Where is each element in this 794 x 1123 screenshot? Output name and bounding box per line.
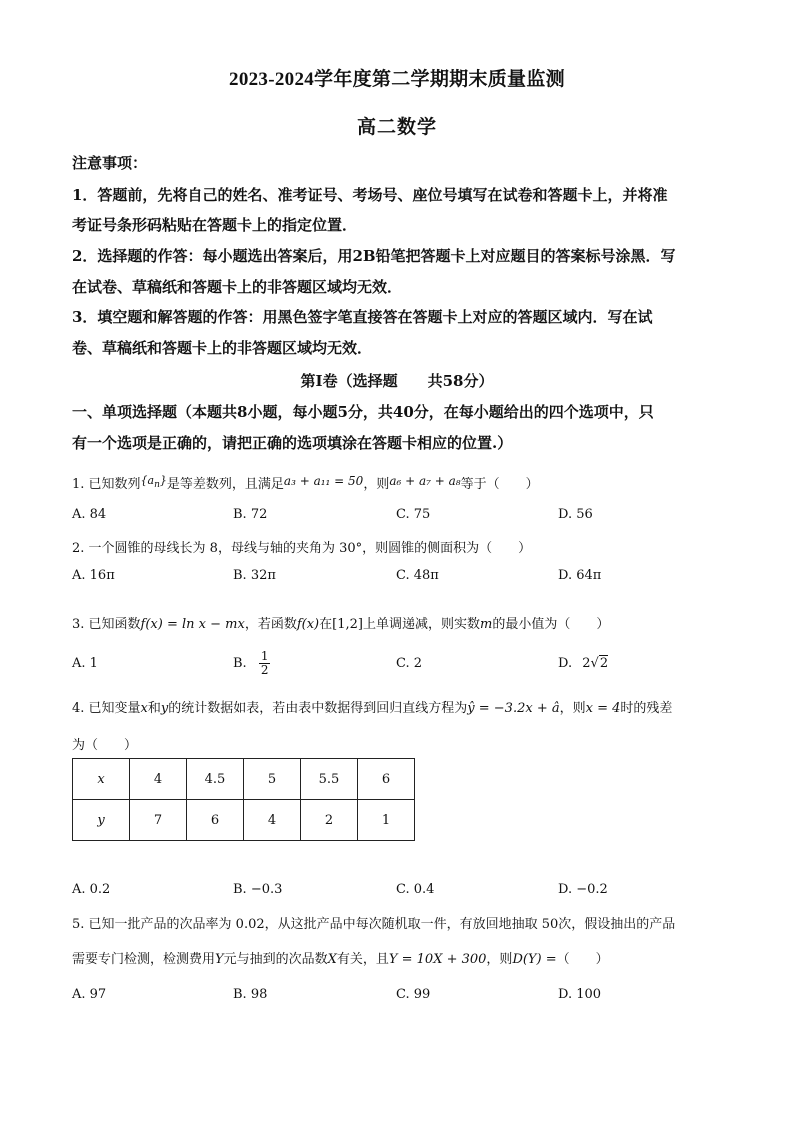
q3-function: f(x) = ln x − mx: [140, 617, 245, 632]
q2-option-b: B. 32π: [233, 568, 276, 583]
q1-text-c: ，则: [363, 477, 390, 492]
q1-text-d: 等于（ ）: [460, 477, 539, 492]
q3-option-a: A. 1: [72, 656, 98, 671]
notice-line-5: 3．填空题和解答题的作答：用黑色签字笔直接答在答题卡上对应的答题区域内．写在试: [72, 308, 653, 326]
q3-text-d: 上单调递减，则实数: [362, 617, 480, 632]
q4-condition: x = 4: [585, 701, 621, 716]
table-row: [73, 800, 415, 841]
notice-line-3: 2．选择题的作答：每小题选出答案后，用2B铅笔把答题卡上对应题目的答案标号涂黑．写: [72, 247, 676, 265]
section-heading-line-2: 有一个选项是正确的，请把正确的选项填涂在答题卡相应的位置.）: [72, 434, 513, 452]
q4-option-d: D. −0.2: [558, 882, 608, 897]
q5-text-b: 元与抽到的次品数: [223, 952, 328, 967]
part-title: 第Ⅰ卷（选择题 共58分）: [300, 372, 494, 390]
q1-equation: a₃ + a₁₁ = 50: [283, 474, 364, 488]
q4-option-b: B. −0.3: [233, 882, 283, 897]
table-cell: 4: [244, 800, 301, 841]
table-row: [73, 759, 415, 800]
q5-X: X: [327, 952, 337, 967]
question-5-line-1: 5. 已知一批产品的次品率为 0.02，从这批产品中每次随机取一件，有放回地抽取 50次，假设抽出的产品: [72, 917, 676, 932]
q3-text-a: 3. 已知函数: [72, 617, 141, 632]
q1-option-d: D. 56: [558, 507, 593, 522]
q5-text-e: （ ）: [556, 952, 609, 967]
q5-option-d: D. 100: [558, 987, 602, 1002]
notice-line-4: 在试卷、草稿纸和答题卡上的非答题区域均无效．: [72, 278, 403, 296]
q3-m: m: [479, 617, 493, 632]
q5-option-b: B. 98: [233, 987, 268, 1002]
q4-text-d: ，则: [559, 701, 586, 716]
q5-option-c: C. 99: [396, 987, 431, 1002]
table-cell: 5: [244, 759, 301, 800]
data-table: [72, 758, 415, 841]
q2-option-a: A. 16π: [72, 568, 115, 583]
q5-text-a: 需要专门检测，检测费用: [72, 952, 216, 967]
q5-variance: D(Y) =: [512, 952, 557, 967]
notice-line-2: 考证号条形码粘贴在答题卡上的指定位置．: [72, 216, 358, 234]
table-cell: 5.5: [301, 759, 358, 800]
q3-option-b-label: B.: [233, 656, 247, 671]
table-cell: 1: [358, 800, 415, 841]
q4-text-a: 4. 已知变量: [72, 701, 141, 716]
table-cell: 6: [358, 759, 415, 800]
q3-fx: f(x): [296, 617, 320, 632]
q4-text-e: 时的残差: [620, 701, 673, 716]
question-2: 2. 一个圆锥的母线长为 8，母线与轴的夹角为 30°，则圆锥的侧面积为（ ）: [72, 541, 532, 556]
table-cell: 4: [130, 759, 187, 800]
q4-option-a: A. 0.2: [72, 882, 111, 897]
q1-option-b: B. 72: [233, 507, 268, 522]
table-header-y: y: [73, 800, 130, 841]
q5-option-a: A. 97: [72, 987, 107, 1002]
q2-option-d: D. 64π: [558, 568, 602, 583]
q3-option-b: [233, 650, 270, 677]
q1-text-a: 1. 已知数列: [72, 477, 141, 492]
q3-option-c: C. 2: [396, 656, 423, 671]
q5-Y: Y: [215, 952, 224, 967]
q5-text-c: 有关，且: [336, 952, 389, 967]
question-4: [72, 697, 672, 716]
q3-text-b: ，若函数: [244, 617, 297, 632]
q4-y: y: [160, 701, 169, 716]
table-header-x: x: [73, 759, 130, 800]
q5-text-d: ，则: [486, 952, 513, 967]
table-cell: 6: [187, 800, 244, 841]
q3-option-b-fraction: $\frac{1}{2}$: [260, 649, 269, 677]
q4-option-c: C. 0.4: [396, 882, 435, 897]
q1-text-b: 是等差数列，且满足: [166, 477, 284, 492]
q2-option-c: C. 48π: [396, 568, 439, 583]
question-5-line-2: [72, 948, 609, 967]
q4-text-c: 的统计数据如表，若由表中数据得到回归直线方程为: [168, 701, 468, 716]
q3-text-e: 的最小值为（ ）: [492, 617, 610, 632]
q5-equation: Y = 10X + 300: [388, 952, 487, 967]
q4-regression: ŷ = −3.2x + â: [467, 701, 560, 716]
q1-seq: {an}: [140, 474, 167, 490]
table-cell: 4.5: [187, 759, 244, 800]
question-4-line-2: 为（ ）: [72, 738, 138, 753]
question-3: [72, 613, 609, 632]
table-cell: 2: [301, 800, 358, 841]
exam-title: 2023-2024学年度第二学期期末质量监测: [229, 69, 565, 90]
q1-option-c: C. 75: [396, 507, 431, 522]
table-cell: 7: [130, 800, 187, 841]
notice-heading: 注意事项：: [72, 154, 148, 172]
question-1: [72, 473, 539, 492]
q3-text-c: 在: [319, 617, 333, 632]
q3-option-d-label: D.: [558, 656, 573, 671]
exam-subtitle: 高二数学: [356, 116, 437, 138]
q1-option-a: A. 84: [72, 507, 107, 522]
q3-option-d-value: 2√2: [582, 656, 609, 671]
q1-expression: a₆ + a₇ + a₈: [389, 474, 461, 488]
q3-interval: [1,2]: [332, 617, 363, 632]
section-heading-line-1: 一、单项选择题（本题共8小题，每小题5分，共40分，在每小题给出的四个选项中，只: [72, 403, 654, 421]
notice-line-1: 1．答题前，先将自己的姓名、准考证号、考场号、座位号填写在试卷和答题卡上，并将准: [72, 186, 668, 204]
notice-line-6: 卷、草稿纸和答题卡上的非答题区域均无效．: [72, 339, 373, 357]
q3-option-d: [558, 656, 608, 671]
q4-x: x: [140, 701, 148, 716]
q4-text-b: 和: [147, 701, 161, 716]
